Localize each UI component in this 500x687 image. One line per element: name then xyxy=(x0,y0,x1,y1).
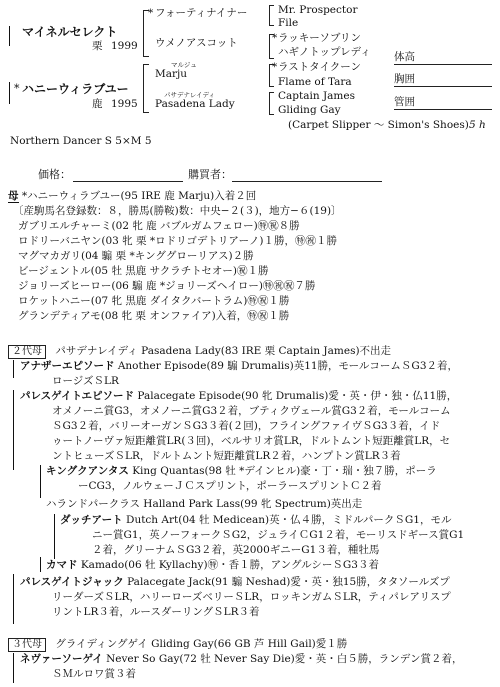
dam-year: 1995 xyxy=(111,98,138,110)
girth-label: 胸囲 xyxy=(394,73,415,85)
dam-sire-sire-star: * xyxy=(272,61,278,73)
gen2-section xyxy=(8,345,391,359)
gen1-header: *ハニーウィラブユー(95 IRE 鹿 Marju)入着２回 xyxy=(21,190,257,202)
dam-sire-sire: ラストタイクーン xyxy=(278,61,362,73)
gen3-header: グライディングゲイ Gliding Gay(66 GB 芦 Hill Gail)愛１勝 xyxy=(55,638,348,650)
gen1-line: ガブリエルチャーミ(02 牝 鹿 バブルガムフェロー)㊕㊗８勝 xyxy=(18,220,300,232)
gen2-line: ＳG3２着，バリーオーガンＳG3３着(２回)，フライングファイヴＳG3３着，イド xyxy=(52,420,441,432)
sire-dam-dam: ハギノトップレディ xyxy=(278,46,371,58)
gen2-line: ２着，グリーナムＳG3２着，英2000ギニーG1３着，種牡馬 xyxy=(92,544,380,556)
gen1-line: ロケットハニー(07 牝 黒鹿 ダイタクバートラム)㊕㊗１勝 xyxy=(18,295,290,307)
sire-color: 栗 xyxy=(92,40,103,52)
gen1-line: 〔産駒馬名登録数：８，勝馬(勝鞍)数：中央−２(３)，地方−６(19)〕 xyxy=(13,205,342,217)
dam-sire: Marju xyxy=(155,68,188,80)
sire-dam-sire-star: * xyxy=(272,32,278,44)
gen2-line: ゥートノーヴァ短距離賞LR(３回)，ベルサリオ賞LR，ドルトムント短距離賞LR，セ xyxy=(52,435,451,447)
gen3-section xyxy=(8,638,347,652)
gen1-line: グランデティアモ(08 牝 栗 オンファイア)入着，㊕㊗１勝 xyxy=(18,310,290,322)
gen2-line: パレスゲイトエピソード Palacegate Episode(90 牝 Drumalis)愛・英・伊・独・仏11勝， xyxy=(20,390,458,402)
dam-dam: Pasadena Lady xyxy=(155,98,235,110)
gen1-section xyxy=(8,190,256,204)
gen3-line: ＳＭルロワ賞３着 xyxy=(52,668,136,680)
sire-sire-sire: Mr. Prospector xyxy=(278,4,358,16)
inbreeding: Northern Dancer S 5×M 5 xyxy=(10,135,152,147)
gen2-line: ントヒューズＳLR，ドルトムント短距離賞LR２着，ハンプトン賞LR３着 xyxy=(52,450,401,462)
height-label: 体高 xyxy=(394,51,415,63)
gen2-line: ロージズＳLR xyxy=(52,375,119,387)
dam-name: ハニーウィラブユー xyxy=(22,82,129,96)
gen2-line: ニー賞G1，英ノーフォークＳG2，ジュライＣG1２着，モーリスドギース賞G1 xyxy=(92,529,465,541)
gen2-line: ーCG3，ノルウェーＪＣスプリント，ポーラースプリントＣ２着 xyxy=(78,480,382,492)
gen2-line: リントLR３着，ルースダーリングＳLR３着 xyxy=(52,606,260,618)
gen2-line: アナザーエピソード Another Episode(89 騸 Drumalis)英11勝，モールコームＳG3２着， xyxy=(20,360,458,372)
buyer-label: 購買者： xyxy=(188,168,232,181)
family-number: 5 h xyxy=(469,119,486,131)
dam-dam-sire: Captain James xyxy=(278,90,355,102)
gen1-line: ジョリーズヒーロー(06 騸 鹿 *ジョリーズヘイロー)㊕㊗㊗７勝 xyxy=(18,280,316,292)
gen3-line: ネヴァーソーゲイ Never So Gay(72 牡 Never Say Die)愛・英・白５勝，ランデン賞２着， xyxy=(20,653,463,665)
dam-dam-ruby: パサデナレイディ xyxy=(164,91,216,99)
gen2-line: リーダーズＳLR，ハリーローズベリーＳLR，ロッキンガムＳLR，ティパレアリスプ xyxy=(52,591,451,603)
gen1-label: 母 xyxy=(8,190,19,202)
dam-dam-dam: Gliding Gay xyxy=(278,104,341,116)
gen2-header: パサデナレイディ Pasadena Lady(83 IRE 栗 Captain James)不出走 xyxy=(55,345,392,357)
dam-sire-ruby: マルジュ xyxy=(171,61,197,69)
gen1-line: ビージェントル(05 牡 黒鹿 サクラチトセオー)㊗１勝 xyxy=(18,265,269,277)
sire-year: 1999 xyxy=(111,40,138,52)
dam-color: 鹿 xyxy=(92,98,103,110)
dam-sire-dam: Flame of Tara xyxy=(278,76,352,88)
gen2-label: ２代母 xyxy=(8,345,46,359)
gen2-line: カマド Kamado(06 牡 Kyllachy)㊕・香１勝，アングルシーＳG3３着 xyxy=(46,559,379,571)
dam-dam-dam-note: (Carpet Slipper 〜 Simon's Shoes) xyxy=(288,119,469,131)
sire-sire-dam: File xyxy=(278,17,299,29)
gen2-line: オメノーニ賞G3，オメノーニ賞G3２着，ブティクヴェール賞G3２着，モールコーム xyxy=(52,405,451,417)
sire-name: マイネルセレクト xyxy=(22,25,118,39)
sire-sire: フォーティナイナー xyxy=(155,7,248,19)
price-label: 価格： xyxy=(38,168,71,181)
gen2-line: パレスゲイトジャック Palacegate Jack(91 騸 Neshad)愛・英・独15勝，タタソールズプ xyxy=(20,576,450,588)
cannon-label: 管囲 xyxy=(394,96,415,108)
sire-dam: ウメノアスコット xyxy=(155,37,238,49)
gen1-line: マグマカガリ(04 騸 栗 *キンググローリアス)２勝 xyxy=(18,250,254,262)
dam-star: * xyxy=(14,82,20,95)
gen2-line: ダッチアート Dutch Art(04 牡 Medicean)英・仏４勝，ミドルパークＳG1，モル xyxy=(60,514,452,526)
gen3-label: ３代母 xyxy=(8,638,46,652)
gen2-line: キングクアンタス King Quantas(98 牡 *デインヒル)豪・丁・瑞・独７勝，ポーラ xyxy=(46,465,437,477)
sire-dam-sire: ラッキーソブリン xyxy=(278,32,361,44)
gen1-line: ロドリーバニヤン(03 牝 栗 *ロドリゴデトリアーノ)１勝，㊕㊗１勝 xyxy=(18,235,337,247)
sire-sire-star: * xyxy=(148,7,154,19)
gen2-line: ハランドパークラス Halland Park Lass(99 牝 Spectrum)英出走 xyxy=(46,498,363,510)
